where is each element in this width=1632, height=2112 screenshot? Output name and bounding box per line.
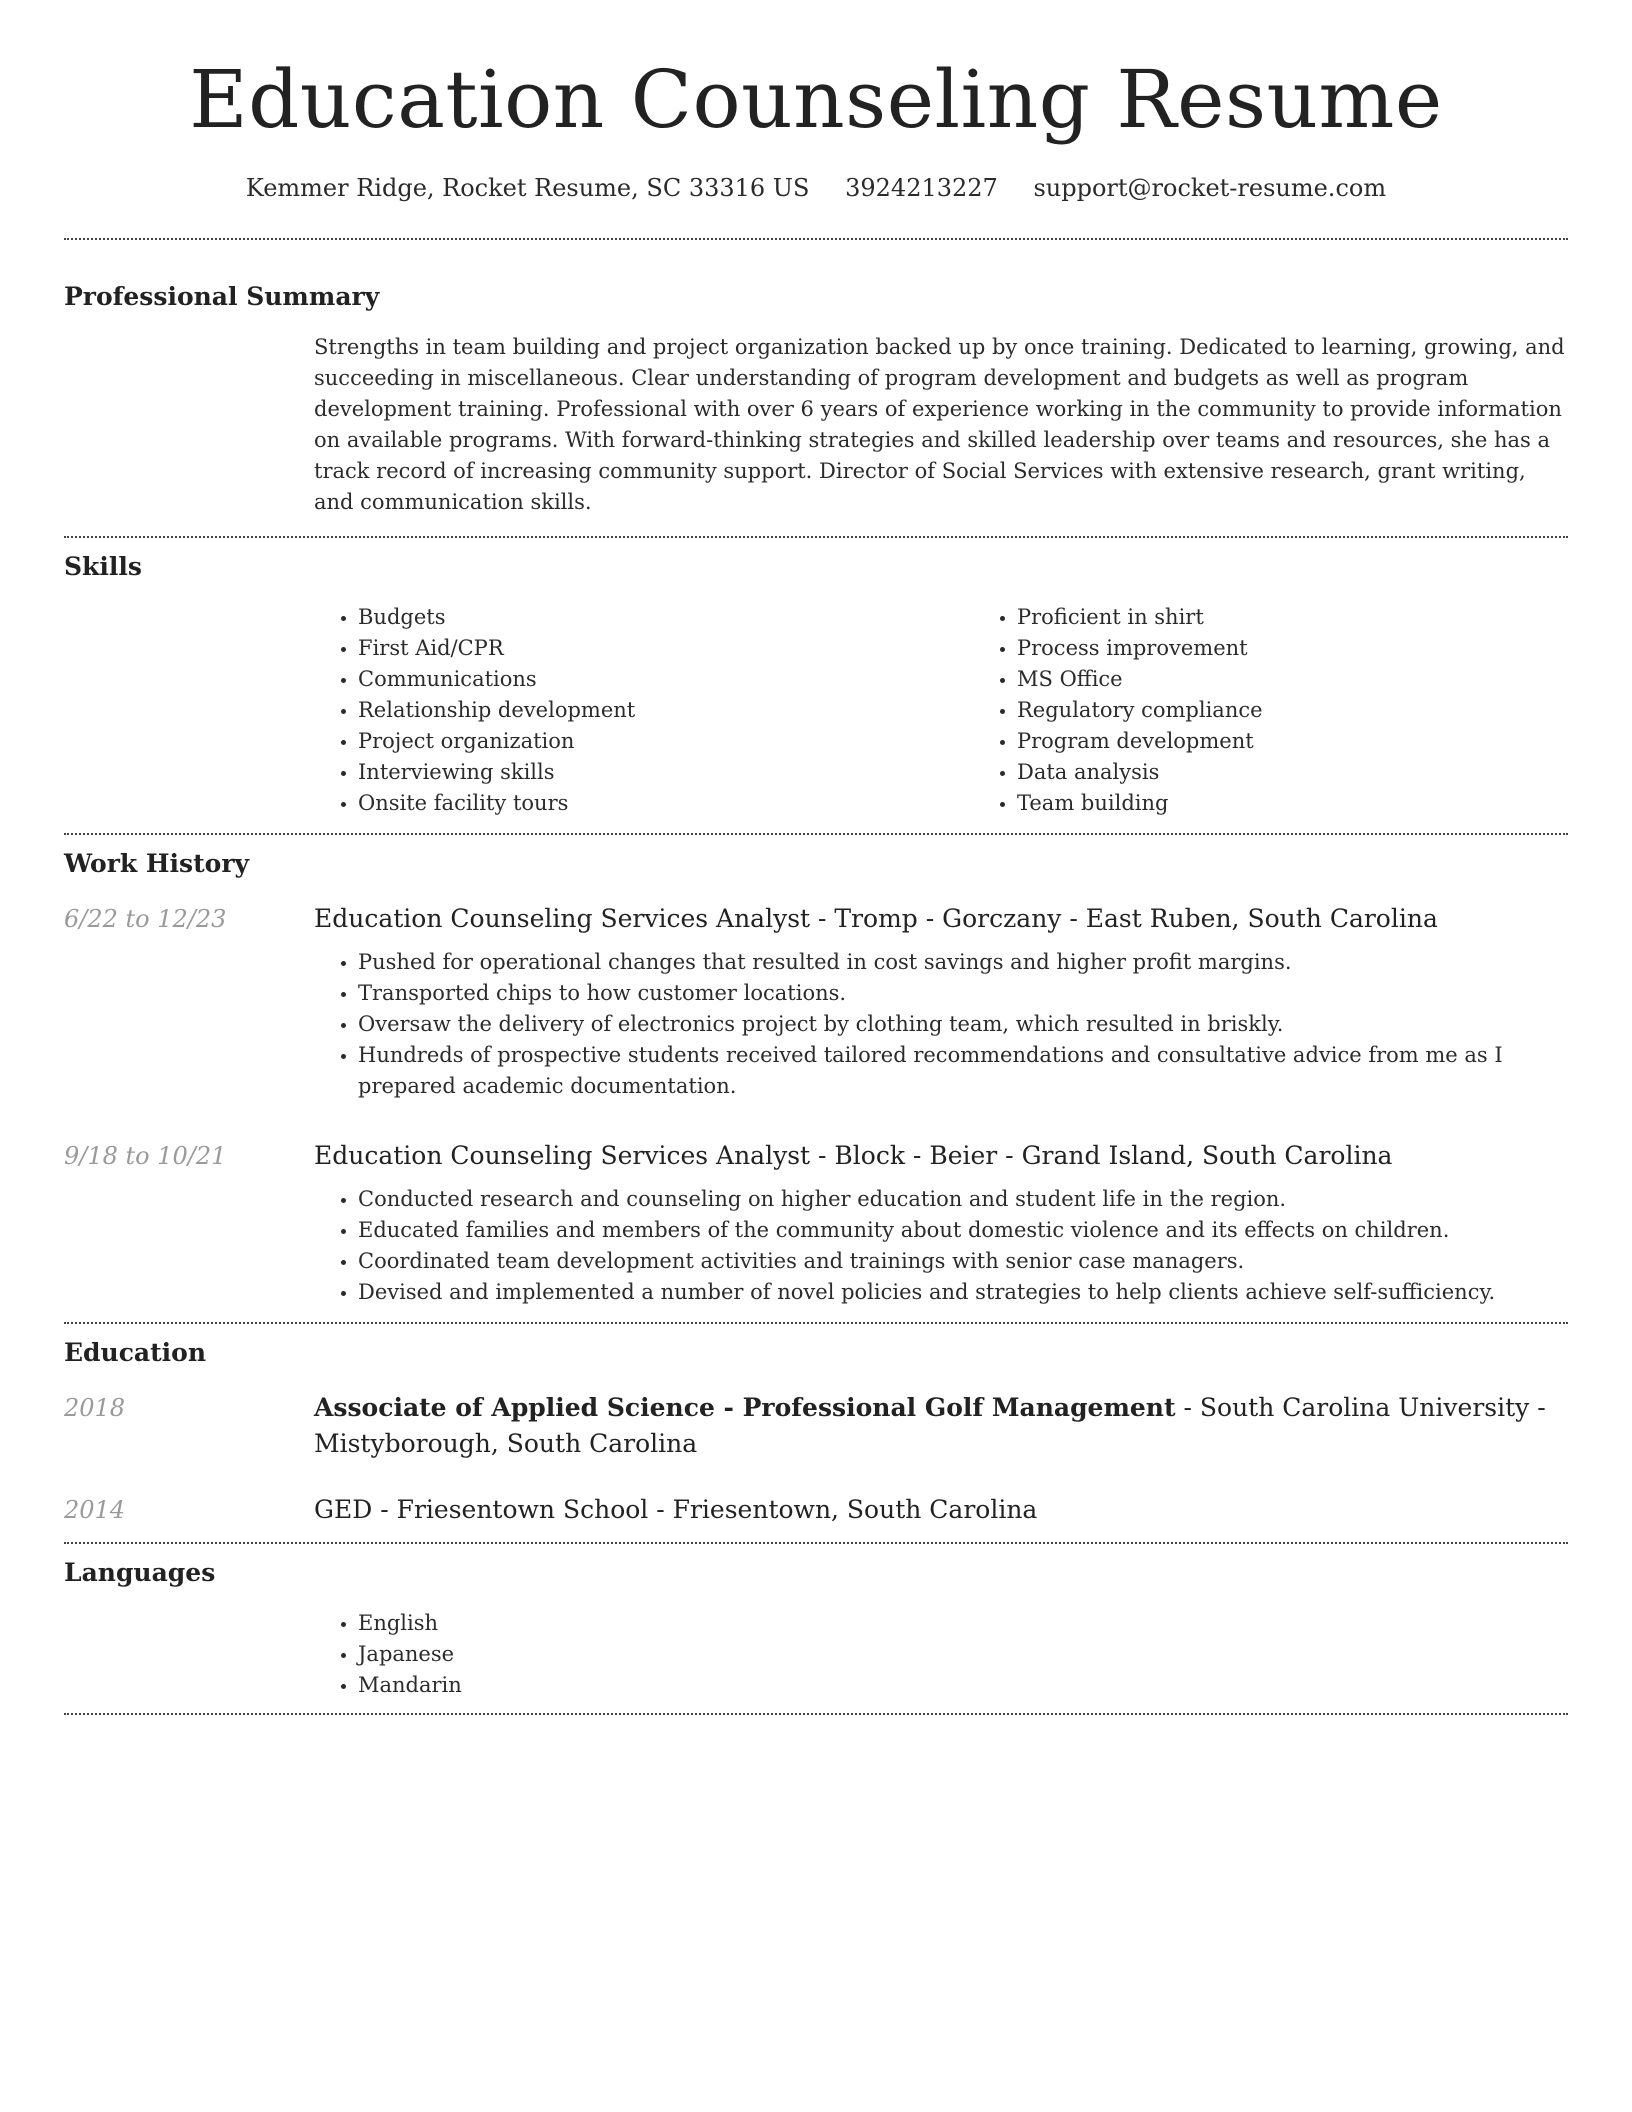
- education-title: [314, 1492, 1568, 1528]
- education-year: 2014: [64, 1496, 126, 1524]
- language-item: • Mandarin: [358, 1670, 1568, 1701]
- skill-item: • Process improvement: [1017, 633, 1632, 664]
- education-year: 2018: [64, 1394, 126, 1422]
- skill-item: • Team building: [1017, 788, 1632, 819]
- education-entry: [64, 1492, 1568, 1528]
- skill-item: • Regulatory compliance: [1017, 695, 1632, 726]
- education-section: [64, 1336, 1568, 1528]
- section-divider: [64, 1713, 1568, 1715]
- skills-heading: Skills: [64, 552, 142, 581]
- job-dates: 9/18 to 10/21: [64, 1142, 227, 1170]
- section-divider: [64, 536, 1568, 538]
- skill-item: • Communications: [358, 664, 973, 695]
- summary-section: [64, 280, 1568, 536]
- skill-item: • Interviewing skills: [358, 757, 973, 788]
- skill-item: • Program development: [1017, 726, 1632, 757]
- languages-heading: Languages: [64, 1558, 216, 1587]
- job-dates: 6/22 to 12/23: [64, 905, 227, 933]
- job-bullets: [314, 947, 1568, 1102]
- skill-item: • Data analysis: [1017, 757, 1632, 788]
- education-title: [314, 1390, 1568, 1462]
- job-title: Education Counseling Services Analyst - Tromp - Gorczany - East Ruben, South Carolina: [314, 904, 1438, 933]
- section-divider: [64, 833, 1568, 835]
- skills-list-left: [314, 602, 973, 819]
- job-bullets: [314, 1184, 1568, 1308]
- skill-item: • Proficient in shirt: [1017, 602, 1632, 633]
- skill-item: • MS Office: [1017, 664, 1632, 695]
- skill-item: • First Aid/CPR: [358, 633, 973, 664]
- job-entry: [64, 901, 1568, 1102]
- skill-item: • Relationship development: [358, 695, 973, 726]
- section-divider: [64, 1322, 1568, 1324]
- job-bullet: • Educated families and members of the community about domestic violence and its effects on children.: [358, 1215, 1568, 1246]
- skills-section: [64, 550, 1568, 819]
- contact-email: support@rocket-resume.com: [1033, 174, 1387, 202]
- contact-address: Kemmer Ridge, Rocket Resume, SC 33316 US: [245, 174, 810, 202]
- skill-item: • Project organization: [358, 726, 973, 757]
- job-bullet: • Devised and implemented a number of novel policies and strategies to help clients achieve self-sufficiency.: [358, 1277, 1568, 1308]
- job-bullet: • Hundreds of prospective students received tailored recommendations and consultative advice from me as I prepared academic documentation.: [358, 1040, 1568, 1102]
- job-bullet: • Coordinated team development activities and trainings with senior case managers.: [358, 1246, 1568, 1277]
- education-heading: Education: [64, 1338, 207, 1367]
- education-details: - South Carolina University - Mistyborough, South Carolina: [314, 1393, 1546, 1458]
- job-bullet: • Oversaw the delivery of electronics project by clothing team, which resulted in briskly.: [358, 1009, 1568, 1040]
- job-bullet: • Conducted research and counseling on higher education and student life in the region.: [358, 1184, 1568, 1215]
- job-title: Education Counseling Services Analyst - Block - Beier - Grand Island, South Carolina: [314, 1141, 1393, 1170]
- resume-name: Education Counseling Resume: [189, 53, 1443, 146]
- summary-heading: Professional Summary: [64, 282, 380, 311]
- job-bullet: • Transported chips to how customer locations.: [358, 978, 1568, 1009]
- education-details: GED - Friesentown School - Friesentown, South Carolina: [314, 1495, 1038, 1524]
- contact-line: [64, 172, 1568, 204]
- resume-header: [64, 0, 1568, 204]
- languages-list: [314, 1608, 1568, 1701]
- skills-list-right: [973, 602, 1632, 819]
- languages-section: [64, 1556, 1568, 1701]
- job-bullet: • Pushed for operational changes that resulted in cost savings and higher profit margins.: [358, 947, 1568, 978]
- contact-phone: 3924213227: [845, 174, 998, 202]
- section-divider: [64, 238, 1568, 240]
- skill-item: • Budgets: [358, 602, 973, 633]
- job-entry: [64, 1138, 1568, 1308]
- section-divider: [64, 1542, 1568, 1544]
- work-history-heading: Work History: [64, 849, 250, 878]
- work-history-section: [64, 847, 1568, 1308]
- summary-text: Strengths in team building and project organization backed up by once training. Dedicated to learning, growing, and succeeding in miscellaneous. Clear understanding of program development and budgets as well as program development training. Professional with over 6 years of experience working in the community to provide information on available programs. With forward-thinking strategies and skilled leadership over teams and resources, she has a track record of increasing community support. Director of Social Services with extensive research, grant writing, and communication skills.: [314, 335, 1565, 514]
- language-item: • Japanese: [358, 1639, 1568, 1670]
- education-entry: [64, 1390, 1568, 1462]
- education-degree: Associate of Applied Science - Professional Golf Management: [314, 1393, 1176, 1422]
- skill-item: • Onsite facility tours: [358, 788, 973, 819]
- language-item: • English: [358, 1608, 1568, 1639]
